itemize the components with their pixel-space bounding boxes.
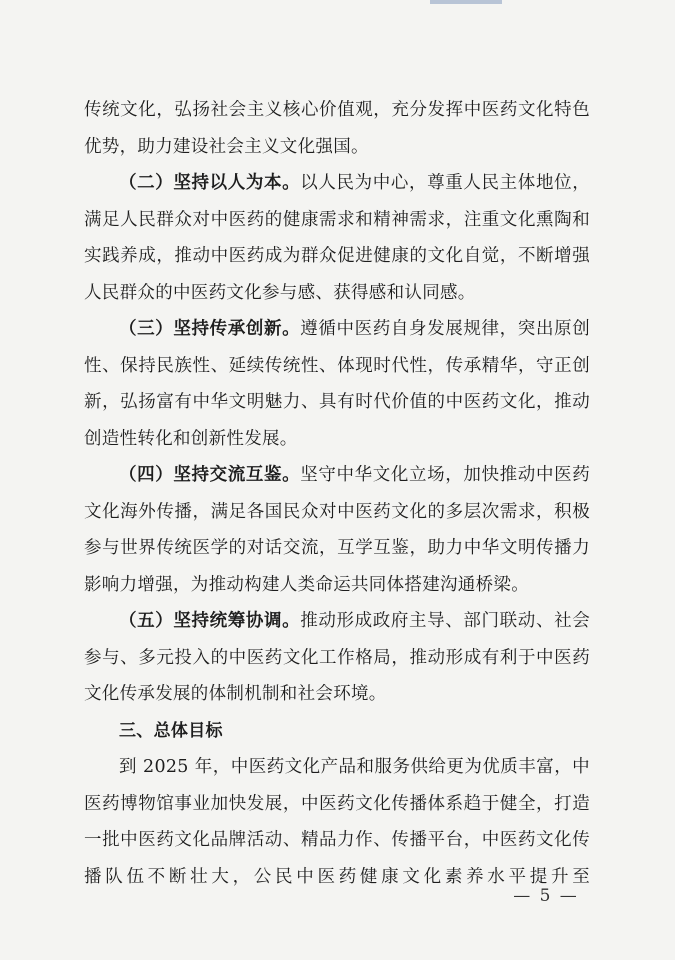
- paragraph-text: 传统文化，弘扬社会主义核心价值观，充分发挥中医药文化特色优势，助力建设社会主义文化强国。: [84, 100, 590, 157]
- paragraph-goals: [84, 749, 590, 895]
- paragraph-lead: （四）坚持交流互鉴。: [119, 465, 301, 485]
- paragraph-lead: （五）坚持统筹协调。: [119, 611, 301, 631]
- paragraph-text: 坚守中华文化立场，加快推动中医药文化海外传播，满足各国民众对中医药文化的多层次需求，积极参与世界传统医学的对话交流，互学互鉴，助力中华文明传播力影响力增强，为推动构建人类命运共同体搭建沟通桥梁。: [84, 465, 590, 595]
- paragraph-inheritance-innovation: [84, 311, 590, 457]
- paragraph-lead: （三）坚持传承创新。: [119, 319, 301, 339]
- paragraph-text: 遵循中医药自身发展规律，突出原创性、保持民族性、延续传统性、体现时代性，传承精华，守正创新，弘扬富有中华文明魅力、具有时代价值的中医药文化，推动创造性转化和创新性发展。: [84, 319, 590, 449]
- paragraph-lead: （二）坚持以人为本。: [119, 173, 301, 193]
- paragraph-people-centered: [84, 165, 590, 311]
- scan-edge-mark: [430, 0, 502, 4]
- paragraph-text: 到 2025 年，中医药文化产品和服务供给更为优质丰富，中医药博物馆事业加快发展，中医药文化传播体系趋于健全，打造一批中医药文化品牌活动、精品力作、传播平台，中医药文化传播队伍不断壮大，公民中医药健康文化素养水平提升至: [84, 757, 590, 887]
- paragraph-continuation: [84, 92, 590, 165]
- paragraph-text: 推动形成政府主导、部门联动、社会参与、多元投入的中医药文化工作格局，推动形成有利于中医药文化传承发展的体制机制和社会环境。: [84, 611, 590, 704]
- page-number: — 5 —: [513, 886, 579, 906]
- paragraph-coordination: [84, 603, 590, 713]
- paragraph-exchange: [84, 457, 590, 603]
- paragraph-text: 以人民为中心，尊重人民主体地位，满足人民群众对中医药的健康需求和精神需求，注重文化熏陶和实践养成，推动中医药成为群众促进健康的文化自觉，不断增强人民群众的中医药文化参与感、获得感和认同感。: [84, 173, 590, 303]
- document-body: [84, 92, 590, 895]
- section-heading: 三、总体目标: [119, 720, 223, 741]
